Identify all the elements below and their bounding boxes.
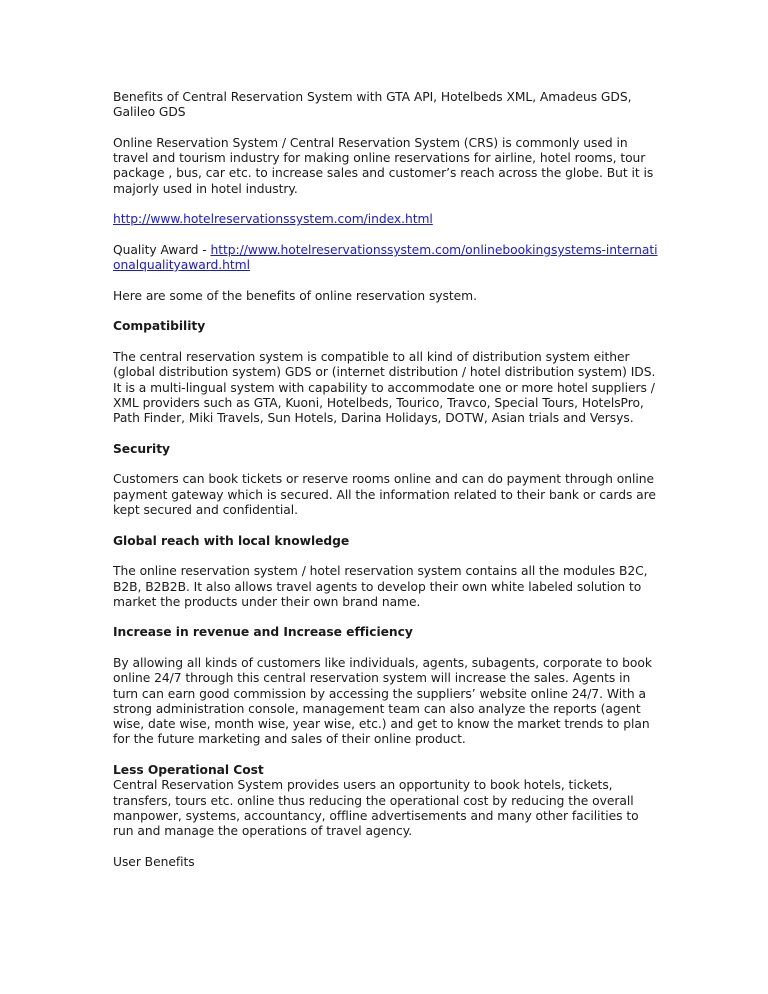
global-reach-heading: Global reach with local knowledge	[113, 533, 350, 548]
operational-cost-body: Central Reservation System provides users an opportunity to book hotels, tickets, transfers, tours etc. online thus reducing the operational cost by reducing the overall manpower, systems, accountancy, offline advertisements and many other facilities to run and manage the operations of travel agency.	[113, 778, 639, 839]
document-page	[113, 90, 658, 885]
main-website-link[interactable]: http://www.hotelreservationssystem.com/index.html	[113, 212, 433, 227]
operational-cost-heading: Less Operational Cost	[113, 763, 264, 778]
revenue-body: By allowing all kinds of customers like individuals, agents, subagents, corporate to book online 24/7 through this central reservation system will increase the sales. Agents in turn can earn good commission by accessing the suppliers’ website online 24/7. With a strong administration console, management team can also analyze the reports (agent wise, date wise, month wise, year wise, etc.) and get to know the market trends to plan for the future marketing and sales of their online product.	[113, 655, 652, 747]
compatibility-body: The central reservation system is compatible to all kind of distribution system either (global distribution system) GDS or (internet distribution / hotel distribution system) IDS. It is a multi-lingual system with capability to accommodate one or more hotel suppliers / XML providers such as GTA, Kuoni, Hotelbeds, Tourico, Travco, Special Tours, HotelsPro, Path Finder, Miki Travels, Sun Hotels, Darina Holidays, DOTW, Asian trials and Versys.	[113, 350, 656, 426]
quality-award-label: Quality Award -	[113, 242, 211, 257]
document-title: Benefits of Central Reservation System with GTA API, Hotelbeds XML, Amadeus GDS, Galileo GDS	[113, 90, 632, 120]
quality-award-link[interactable]: http://www.hotelreservationssystem.com/onlinebookingsystems-internationalqualityaward.html	[113, 242, 658, 273]
revenue-heading: Increase in revenue and Increase efficiency	[113, 625, 413, 640]
intro-paragraph: Online Reservation System / Central Reservation System (CRS) is commonly used in travel and tourism industry for making online reservations for airline, hotel rooms, tour package , bus, car etc. to increase sales and customer’s reach across the globe. But it is majorly used in hotel industry.	[113, 135, 654, 196]
security-heading: Security	[113, 441, 171, 456]
compatibility-heading: Compatibility	[113, 319, 206, 334]
quality-award-paragraph	[113, 243, 658, 274]
benefits-intro: Here are some of the benefits of online reservation system.	[113, 288, 477, 303]
global-reach-body: The online reservation system / hotel reservation system contains all the modules B2C, B2B, B2B2B. It also allows travel agents to develop their own white labeled solution to market the products under their own brand name.	[113, 564, 648, 609]
security-body: Customers can book tickets or reserve rooms online and can do payment through online payment gateway which is secured. All the information related to their bank or cards are kept secured and confidential.	[113, 472, 656, 518]
user-benefits-label: User Benefits	[113, 854, 195, 869]
main-link-paragraph	[113, 212, 658, 227]
